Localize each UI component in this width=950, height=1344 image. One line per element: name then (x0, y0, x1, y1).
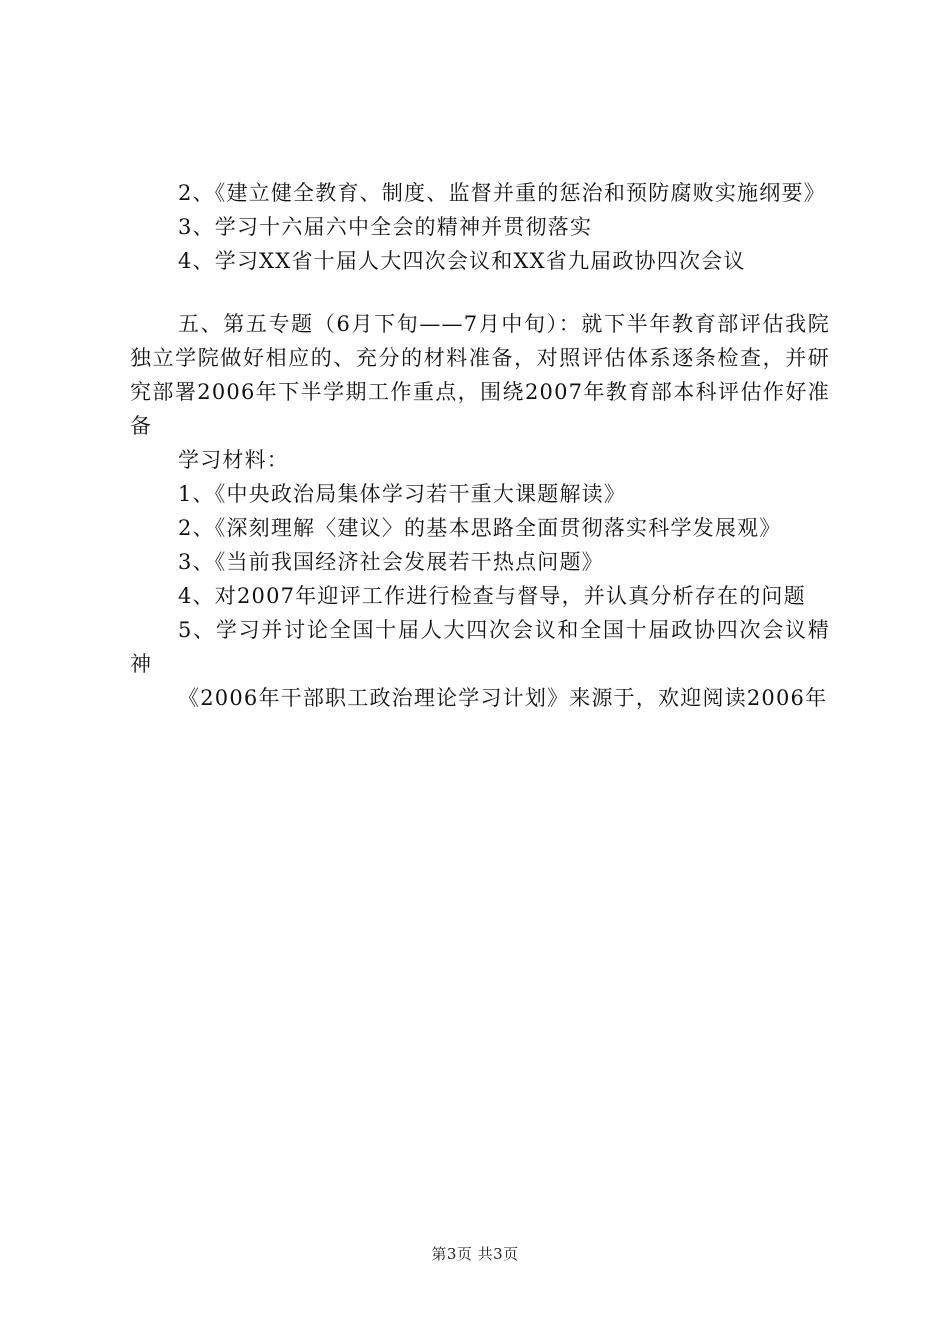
source-note: 《2006年干部职工政治理论学习计划》来源于，欢迎阅读2006年 (178, 686, 828, 710)
material-item-5: 5、学习并讨论全国十届人大四次会议和全国十届政协四次会议精神 (130, 618, 830, 676)
paragraph-item-2: 2、《建立健全教育、制度、监督并重的惩治和预防腐败实施纲要》 (178, 181, 826, 205)
material-item-1: 1、《中央政治局集体学习若干重大课题解读》 (178, 482, 627, 506)
material-item-2: 2、《深刻理解〈建议〉的基本思路全面贯彻落实科学发展观》 (178, 516, 782, 540)
study-materials-label: 学习材料： (178, 448, 289, 472)
material-item-4: 4、对2007年迎评工作进行检查与督导，并认真分析存在的问题 (178, 584, 806, 608)
document-body (130, 176, 830, 715)
section-five-heading: 五、第五专题（6月下旬——7月中旬）：就下半年教育部评估我院独立学院做好相应的、充分的材料准备，对照评估体系逐条检查，并研究部署2006年下半学期工作重点，围绕2007年教育部本科评估作好准备 (130, 312, 830, 438)
page-number-footer: 第3页 共3页 (431, 1245, 519, 1263)
paragraph-item-4: 4、学习XX省十届人大四次会议和XX省九届政协四次会议 (178, 249, 746, 273)
paragraph-item-3: 3、学习十六届六中全会的精神并贯彻落实 (178, 215, 593, 239)
material-item-3: 3、《当前我国经济社会发展若干热点问题》 (178, 550, 604, 574)
